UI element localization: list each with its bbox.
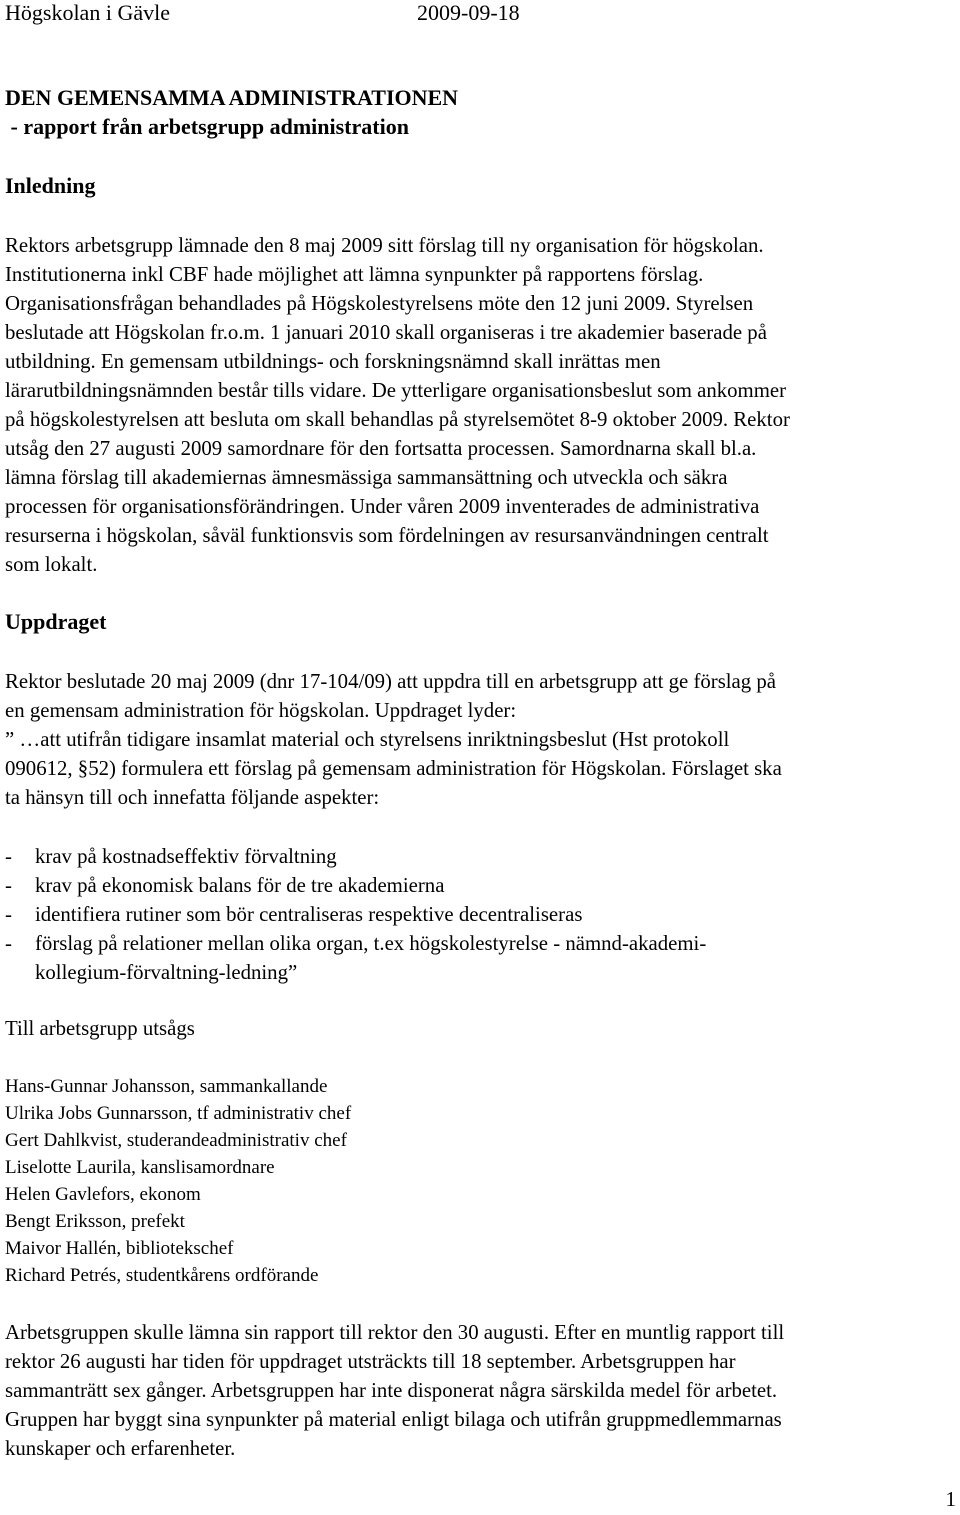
member-item: Bengt Eriksson, prefekt [5,1211,185,1232]
heading-uppdraget: Uppdraget [5,609,107,634]
member-item: Hans-Gunnar Johansson, sammankallande [5,1076,328,1097]
text-line: utsåg den 27 augusti 2009 samordnare för den fortsatta processen. Samordnarna skall bl.a. [5,437,757,460]
paragraph-uppdraget [5,667,960,812]
text-line: Organisationsfrågan behandlades på Högskolestyrelsens möte den 12 juni 2009. Styrelsen [5,292,754,315]
heading-group: Till arbetsgrupp utsågs [5,1017,195,1040]
paragraph-inledning [5,231,960,579]
dash-bullet: - [5,903,12,926]
members-list [5,1073,351,1289]
text-line: ” …att utifrån tidigare insamlat material och styrelsens inriktningsbeslut (Hst protokoll [5,728,730,751]
member-item: Ulrika Jobs Gunnarsson, tf administrativ chef [5,1103,352,1124]
text-line: en gemensam administration för högskolan. Uppdraget lyder: [5,699,517,722]
text-line: beslutade att Högskolan fr.o.m. 1 januari 2010 skall organiseras i tre akademier baserade på [5,321,767,344]
list-item-text: krav på ekonomisk balans för de tre akademierna [35,874,445,897]
dash-bullet: - [5,874,12,897]
header-institution: Högskolan i Gävle [5,0,170,25]
list-item-text: krav på kostnadseffektiv förvaltning [35,845,337,868]
text-line: lärarutbildningsnämnden består tills vidare. De ytterligare organisationsbeslut som ankommer [5,379,787,402]
list-item-text: identifiera rutiner som bör centraliseras respektive decentraliseras [35,903,583,926]
text-line: processen för organisationsförändringen. Under våren 2009 inventerades de administrativa [5,495,760,518]
heading-inledning: Inledning [5,173,96,198]
member-item: Gert Dahlkvist, studerandeadministrativ chef [5,1130,347,1151]
text-line: 090612, §52) formulera ett förslag på gemensam administration för Högskolan. Förslaget ska [5,757,782,780]
dash-bullet: - [5,845,12,868]
list-item-text: kollegium-förvaltning-ledning” [35,961,298,984]
dash-bullet: - [5,932,12,955]
document-title: DEN GEMENSAMMA ADMINISTRATIONEN [5,85,459,110]
text-line: Arbetsgruppen skulle lämna sin rapport till rektor den 30 augusti. Efter en muntlig rapport till [5,1321,785,1344]
member-item: Liselotte Laurila, kanslisamordnare [5,1157,275,1178]
text-line: utbildning. En gemensam utbildnings- och forskningsnämnd skall inrättas men [5,350,661,373]
member-item: Helen Gavlefors, ekonom [5,1184,201,1205]
text-line: rektor 26 augusti har tiden för uppdraget utsträckts till 18 september. Arbetsgruppen har [5,1350,736,1373]
page-number: 1 [945,1487,956,1511]
text-line: Gruppen har byggt sina synpunkter på material enligt bilaga och utifrån gruppmedlemmarnas [5,1408,782,1431]
member-item: Maivor Hallén, bibliotekschef [5,1238,234,1259]
header-date: 2009-09-18 [417,0,520,25]
paragraph-closing [5,1318,960,1463]
text-line: kunskaper och erfarenheter. [5,1437,236,1460]
list-item-text: förslag på relationer mellan olika organ, t.ex högskolestyrelse - nämnd-akademi- [35,932,707,955]
text-line: Rektors arbetsgrupp lämnade den 8 maj 2009 sitt förslag till ny organisation för högskolan. [5,234,764,257]
member-item: Richard Petrés, studentkårens ordförande [5,1265,319,1286]
text-line: Institutionerna inkl CBF hade möjlighet att lämna synpunkter på rapportens förslag. [5,263,704,286]
document-subtitle: - rapport från arbetsgrupp administration [5,114,409,139]
text-line: som lokalt. [5,553,98,576]
text-line: lämna förslag till akademiernas ämnesmässiga sammansättning och utveckla och säkra [5,466,728,489]
text-line: resurserna i högskolan, såväl funktionsvis som fördelningen av resursanvändningen centralt [5,524,769,547]
text-line: ta hänsyn till och innefatta följande aspekter: [5,786,380,809]
text-line: på högskolestyrelsen att besluta om skall behandlas på styrelsemötet 8-9 oktober 2009. Rektor [5,408,790,431]
text-line: sammanträtt sex gånger. Arbetsgruppen har inte disponerat några särskilda medel för arbetet. [5,1379,778,1402]
text-line: Rektor beslutade 20 maj 2009 (dnr 17-104/09) att uppdra till en arbetsgrupp att ge förslag på [5,670,777,693]
